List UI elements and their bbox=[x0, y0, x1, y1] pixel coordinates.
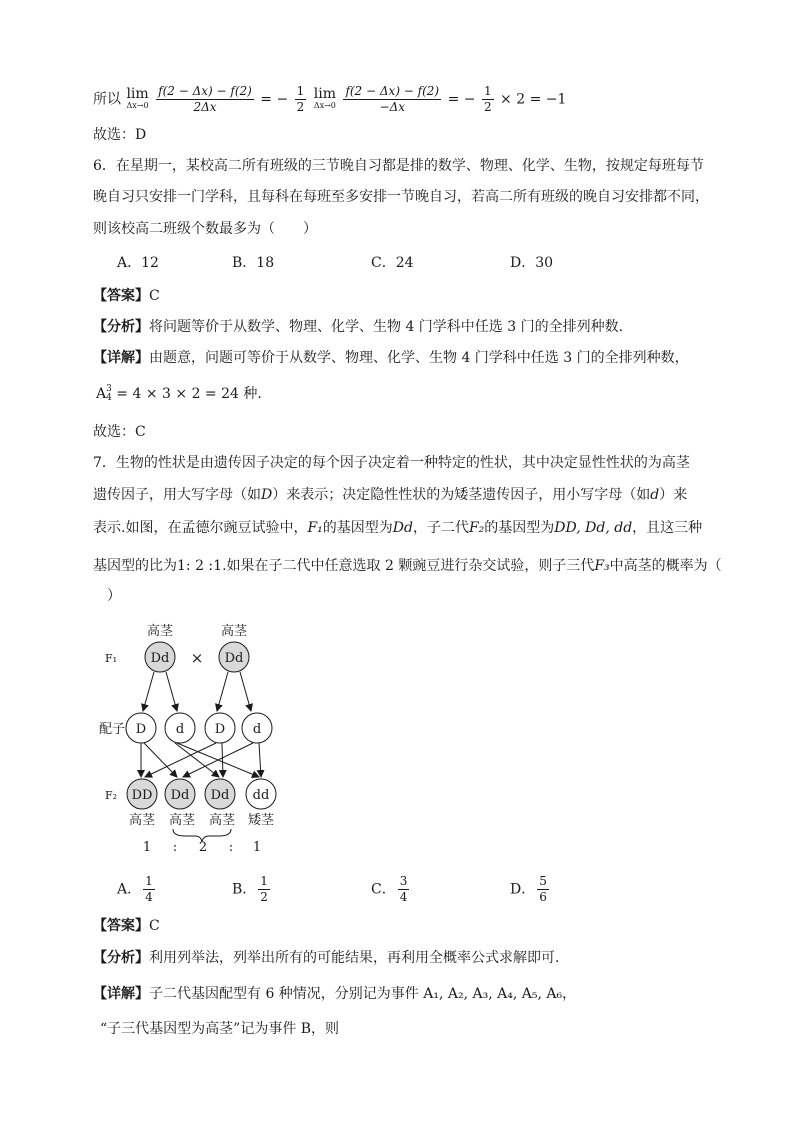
q7-last-line: “子三代基因型为高茎”记为事件 B，则 bbox=[100, 1021, 340, 1037]
q6-option-b: B．18 bbox=[232, 255, 275, 271]
symbol-d: d bbox=[650, 487, 660, 503]
q6-line-3: 则该校高二班级个数最多为（ ） bbox=[93, 221, 317, 237]
ratio-separator: : bbox=[228, 840, 234, 855]
genotype-list: DD, Dd, dd bbox=[554, 520, 633, 536]
q7-line-5: ） bbox=[93, 588, 121, 604]
offspring-genotype: Dd bbox=[210, 788, 230, 803]
q6-line-1: 6．在星期一，某校高二所有班级的三节晚自习都是排的数学、物理、化学、生物，按规定每班每节 bbox=[93, 158, 704, 174]
option-fraction: $\frac{1}{2}$ bbox=[260, 874, 268, 904]
ratio-text: 1: 2 :1 bbox=[177, 558, 223, 574]
q7-analysis bbox=[93, 948, 559, 968]
answer-tag: 【答案】 bbox=[93, 288, 149, 304]
limit-result: × 2 = −1 bbox=[500, 91, 567, 108]
answer-tag: 【答案】 bbox=[93, 918, 149, 934]
q7-line-2: 遗传因子，用大写字母（如D）来表示；决定隐性性状的为矮茎遗传因子，用小写字母（如d）来 bbox=[93, 487, 688, 503]
formula-rest: = 4 × 3 × 2 = 24 种. bbox=[111, 386, 262, 402]
parent-phenotype-label: 高茎 bbox=[146, 624, 174, 639]
gamete-label: 配子 bbox=[99, 722, 126, 737]
q6-line-2: 晚自习只安排一门学科，且每科在每班至多安排一节晚自习，若高二所有班级的晚自习安排都不同， bbox=[93, 189, 709, 205]
parent-genotype: Dd bbox=[150, 651, 170, 666]
genetics-diagram bbox=[95, 618, 395, 858]
limit-prefix: 所以 bbox=[93, 91, 121, 108]
detail-tag: 【详解】 bbox=[93, 986, 149, 1002]
detail-text: 由题意，问题可等价于从数学、物理、化学、生物 4 门学科中任选 3 门的全排列种数， bbox=[149, 350, 689, 366]
q6-option-c: C．24 bbox=[371, 255, 414, 271]
q7-option-a: A． $\frac{1}{4}$ bbox=[117, 874, 153, 904]
limit-fraction-2: $\frac{f(2 - \Delta x) - f(2)}{-\Delta x}$ bbox=[345, 84, 440, 114]
offspring-phenotype: 高茎 bbox=[128, 813, 156, 828]
limit-half: $\frac{1}{2}$ bbox=[296, 84, 305, 114]
symbol-F3: F₃ bbox=[594, 558, 610, 574]
cross-symbol: × bbox=[190, 649, 204, 667]
q6-choice: 故选：C bbox=[93, 424, 146, 440]
option-fraction: $\frac{3}{4}$ bbox=[399, 874, 408, 904]
limit-operator-2: lim Δx→0 bbox=[313, 85, 336, 110]
permutation-symbol: A bbox=[96, 386, 107, 402]
q7-option-d: D． $\frac{5}{6}$ bbox=[510, 874, 547, 904]
permutation-indices: 3 4 bbox=[106, 384, 112, 403]
gamete-allele: D bbox=[135, 722, 147, 737]
answer-value: C bbox=[149, 288, 160, 304]
limit-fraction-1: $\frac{f(2 - \Delta x) - f(2)}{2\Delta x}$ bbox=[158, 84, 252, 114]
q7-line-1: 7．生物的性状是由遗传因子决定的每个因子决定着一种特定的性状，其中决定显性性状的为高茎 bbox=[93, 455, 690, 471]
prev-choice: 故选：D bbox=[93, 127, 147, 143]
limit-equation bbox=[93, 84, 566, 115]
offspring-phenotype: 高茎 bbox=[168, 813, 196, 828]
ratio-value: 2 bbox=[198, 840, 208, 855]
parent-genotype: Dd bbox=[224, 651, 244, 666]
offspring-phenotype: 高茎 bbox=[208, 813, 236, 828]
offspring-phenotype: 矮茎 bbox=[247, 813, 275, 828]
offspring-genotype: dd bbox=[252, 788, 270, 803]
q6-option-d: D．30 bbox=[510, 255, 554, 271]
analysis-tag: 【分析】 bbox=[93, 950, 149, 966]
detail-tag: 【详解】 bbox=[93, 350, 149, 366]
ratio-value: 1 bbox=[252, 840, 262, 855]
symbol-D: D bbox=[261, 487, 273, 503]
option-fraction: $\frac{1}{4}$ bbox=[145, 874, 153, 904]
q7-option-c: C． $\frac{3}{4}$ bbox=[371, 874, 408, 904]
detail-text: 子二代基因配型有 6 种情况，分别记为事件 A₁, A₂, A₃, A₄, A₅, A₆， bbox=[149, 986, 577, 1002]
gamete-allele: d bbox=[175, 722, 185, 737]
q6-analysis bbox=[93, 317, 623, 337]
q6-detail bbox=[93, 348, 689, 368]
gamete-allele: d bbox=[252, 722, 262, 737]
q7-line-3: 表示.如图，在孟德尔豌豆试验中，F₁的基因型为Dd，子二代F₂的基因型为DD, Dd, dd，且这三种 bbox=[93, 520, 703, 536]
option-fraction: $\frac{5}{6}$ bbox=[539, 874, 547, 904]
limit-half-2: $\frac{1}{2}$ bbox=[483, 84, 492, 114]
parent-phenotype-label: 高茎 bbox=[220, 624, 248, 639]
f1-label: F₁ bbox=[105, 652, 118, 665]
q6-formula bbox=[96, 384, 262, 404]
ratio-value: 1 bbox=[142, 840, 152, 855]
analysis-tag: 【分析】 bbox=[93, 319, 149, 335]
analysis-text: 利用列举法，列举出所有的可能结果，再利用全概率公式求解即可. bbox=[149, 950, 560, 966]
limit-eq-2: = − bbox=[447, 91, 476, 108]
symbol-Dd: Dd bbox=[392, 520, 413, 536]
q7-option-b: B． $\frac{1}{2}$ bbox=[232, 874, 268, 904]
limit-eq-1: = − bbox=[260, 91, 289, 108]
analysis-text: 将问题等价于从数学、物理、化学、生物 4 门学科中任选 3 门的全排列种数. bbox=[149, 319, 624, 335]
limit-operator-1: lim Δx→0 bbox=[126, 85, 149, 110]
offspring-genotype: Dd bbox=[170, 788, 190, 803]
f2-label: F₂ bbox=[105, 789, 118, 802]
symbol-F1: F₁ bbox=[307, 520, 323, 536]
ratio-separator: : bbox=[172, 840, 178, 855]
offspring-genotype: DD bbox=[131, 788, 153, 803]
gamete-allele: D bbox=[214, 722, 226, 737]
q6-answer bbox=[93, 286, 160, 306]
q7-detail bbox=[93, 984, 576, 1004]
answer-value: C bbox=[149, 918, 160, 934]
q7-answer bbox=[93, 916, 160, 936]
symbol-F2: F₂ bbox=[468, 520, 485, 536]
q7-line-4: 基因型的比为1: 2 :1.如果在子二代中任意选取 2 颗豌豆进行杂交试验，则子三代F₃中高茎的概率为（ bbox=[93, 558, 722, 574]
q6-option-a: A．12 bbox=[117, 255, 159, 271]
